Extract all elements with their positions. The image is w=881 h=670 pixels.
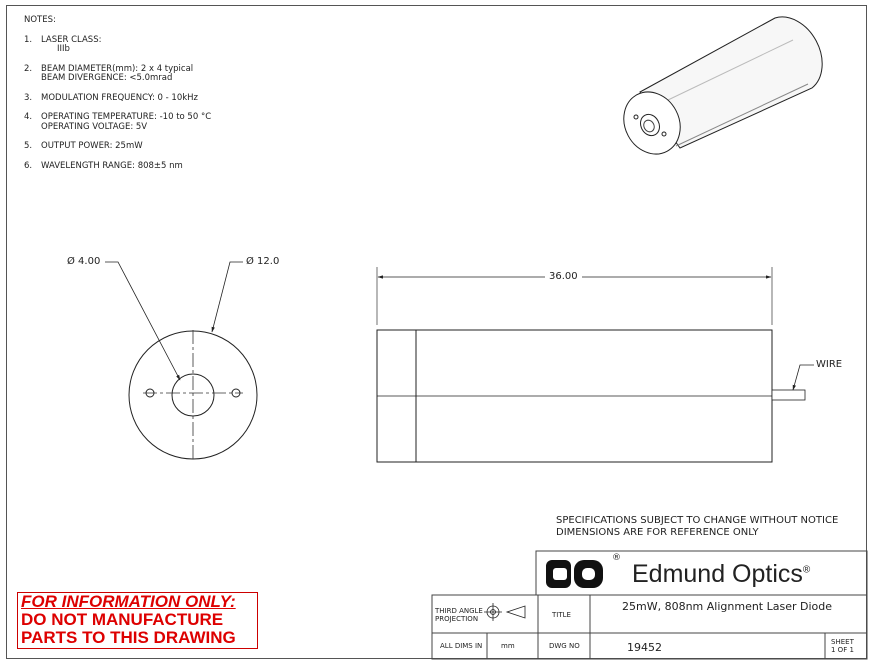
note-item: 3. MODULATION FREQUENCY: 0 - 10kHz	[24, 92, 199, 103]
spec-notice: SPECIFICATIONS SUBJECT TO CHANGE WITHOUT NOTICE DIMENSIONS ARE FOR REFERENCE ONLY	[556, 515, 839, 538]
disclaimer-box: FOR INFORMATION ONLY: DO NOT MANUFACTURE PARTS TO THIS DRAWING	[17, 592, 258, 649]
note-item: 6. WAVELENGTH RANGE: 808±5 nm	[24, 160, 183, 171]
notes-header: NOTES:	[24, 15, 56, 25]
projection-symbol-icon	[484, 603, 525, 621]
projection-label: THIRD ANGLE PROJECTION	[435, 607, 483, 623]
title-label: TITLE	[552, 611, 571, 619]
isometric-view	[613, 17, 822, 164]
side-view	[377, 267, 814, 462]
units-value: mm	[501, 642, 515, 650]
logo-registered-mark: ®	[612, 553, 621, 563]
wire-label: WIRE	[816, 359, 843, 370]
length-dimension-label: 36.00	[549, 271, 578, 282]
drawing-title: 25mW, 808nm Alignment Laser Diode	[622, 600, 833, 613]
outer-diameter-label: Ø 12.0	[246, 256, 280, 267]
note-item: 5. OUTPUT POWER: 25mW	[24, 141, 143, 151]
company-name: Edmund Optics®	[632, 560, 811, 588]
note-item: 1. LASER CLASS: IIIb	[24, 34, 102, 54]
edmund-optics-logo-icon	[546, 560, 603, 588]
dwg-number: 19452	[627, 641, 662, 654]
end-view	[105, 262, 257, 460]
note-item: 2. BEAM DIAMETER(mm): 2 x 4 typical BEAM DIVERGENCE: <5.0mrad	[24, 63, 194, 83]
units-label: ALL DIMS IN	[440, 642, 483, 650]
bore-diameter-label: Ø 4.00	[67, 256, 101, 267]
note-item: 4. OPERATING TEMPERATURE: -10 to 50 °C OPERATING VOLTAGE: 5V	[24, 112, 212, 132]
dwg-no-label: DWG NO	[549, 642, 580, 650]
sheet-info: SHEET 1 OF 1	[831, 638, 854, 654]
